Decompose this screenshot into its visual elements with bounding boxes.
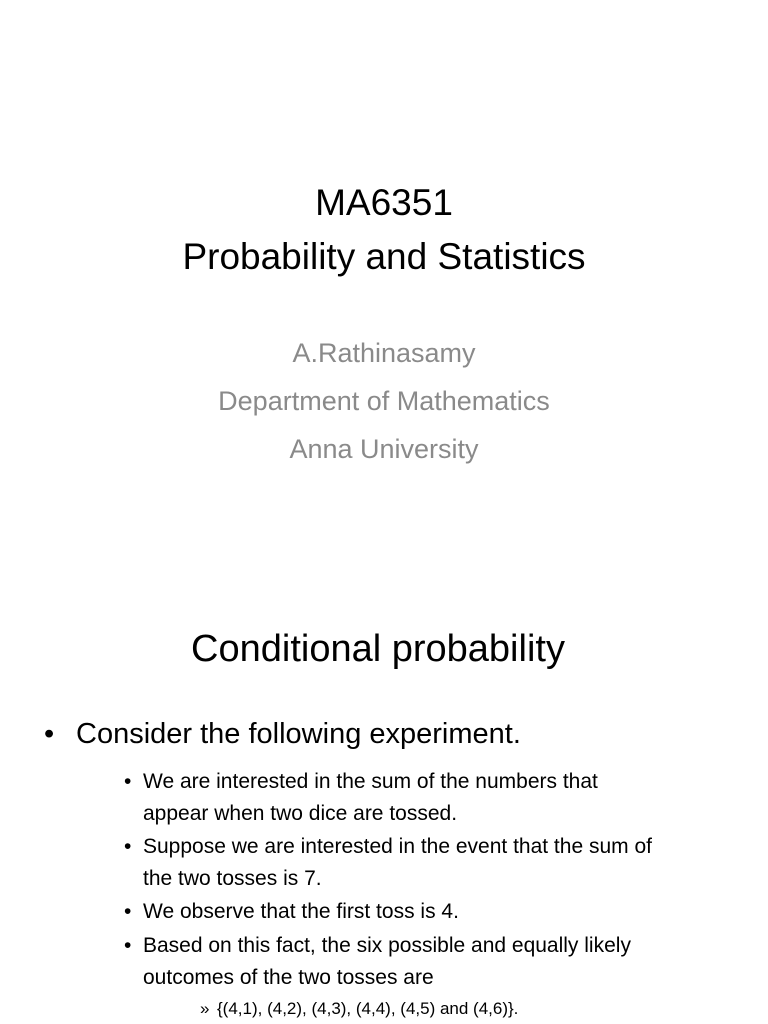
bullet-text: [143, 766, 743, 830]
bullet-text-line: appear when two dice are tossed.: [143, 802, 458, 825]
university-name: Anna University: [289, 434, 479, 464]
bullet-text: Consider the following experiment.: [76, 718, 521, 750]
content-slide: [0, 576, 768, 1024]
bullet-text-line: Suppose we are interested in the event that the sum of: [143, 835, 652, 858]
bullet-dot-icon: •: [124, 934, 132, 957]
bullet-text-line: We observe that the first toss is 4.: [143, 900, 459, 923]
slide-title: Conditional probability: [191, 628, 565, 670]
bullet-dot-icon: •: [124, 770, 132, 793]
bullet-text-line: outcomes of the two tosses are: [143, 966, 434, 989]
bullet-text-line: We are interested in the sum of the numbers that: [143, 770, 598, 793]
author-name: A.Rathinasamy: [292, 338, 476, 368]
bullet-dot-icon: •: [124, 900, 132, 923]
bullet-text-line: Based on this fact, the six possible and equally likely: [143, 934, 631, 957]
course-code: MA6351: [315, 182, 453, 223]
bullet-dot-icon: •: [44, 718, 55, 750]
bullet-text: [143, 896, 743, 928]
bullet-text-line: the two tosses is 7.: [143, 867, 322, 890]
bullet-text: [143, 831, 743, 895]
department-name: Department of Mathematics: [218, 386, 550, 416]
bullet-dot-icon: •: [124, 835, 132, 858]
course-title: Probability and Statistics: [182, 236, 586, 277]
bullet-text: {(4,1), (4,2), (4,3), (4,4), (4,5) and (4,6)}.: [217, 999, 519, 1018]
bullet-text: [143, 930, 743, 994]
chevron-right-icon: »: [200, 999, 210, 1018]
